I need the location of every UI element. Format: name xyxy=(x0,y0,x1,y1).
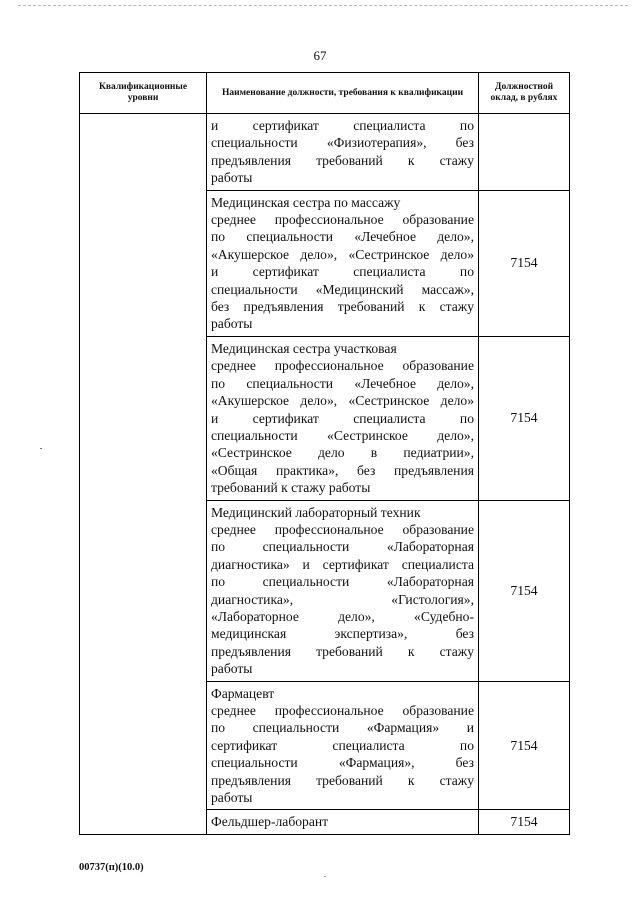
salary-cell: 7154 xyxy=(479,336,570,500)
text-line: работы xyxy=(211,170,253,186)
scan-speck xyxy=(324,876,326,877)
position-description-cell xyxy=(207,190,479,336)
page-number: 67 xyxy=(313,48,327,63)
text-line: среднее профессиональное образование xyxy=(211,703,474,718)
scan-speck xyxy=(40,448,42,449)
position-title: Медицинская сестра участковая xyxy=(211,340,397,356)
text-line: работы xyxy=(211,316,253,332)
text-line: предъявления требований к стажу xyxy=(211,772,474,788)
text-line: и сертификат специалиста по xyxy=(211,118,474,133)
text-line: требований к стажу работы xyxy=(211,480,371,496)
text-line: «Сестринское дело в педиатрии», xyxy=(211,445,474,461)
text-line: «Акушерское дело», «Сестринское дело» xyxy=(211,246,474,262)
text-line: по специальности «Лечебное дело», xyxy=(211,229,474,245)
header-salary: Должностной оклад, в рублях xyxy=(479,73,570,114)
salary-cell: 7154 xyxy=(479,810,570,834)
position-description-cell xyxy=(207,681,479,810)
position-title: Медицинский лабораторный техник xyxy=(211,504,421,520)
position-description-cell xyxy=(207,500,479,681)
text-line: специальности «Сестринское дело», xyxy=(211,427,474,443)
text-line: среднее профессиональное образование xyxy=(211,212,474,228)
text-line: и сертификат специалиста по xyxy=(211,410,474,426)
text-line: «Общая практика», без предъявления xyxy=(211,462,474,478)
salary-cell xyxy=(479,114,570,191)
text-line: специальности «Фармация», без xyxy=(211,755,474,771)
text-line: по специальности «Лабораторная xyxy=(211,539,474,555)
text-line: среднее профессиональное образование xyxy=(211,358,474,374)
text-line: предъявления требований к стажу xyxy=(211,152,474,168)
text-line: по специальности «Лабораторная xyxy=(211,574,474,590)
qualification-level-cell xyxy=(80,114,207,835)
table-header-row xyxy=(80,73,570,114)
qualification-table xyxy=(79,72,570,835)
text-line: предъявления требований к стажу xyxy=(211,643,474,659)
salary-cell: 7154 xyxy=(479,681,570,810)
text-line: сертификат специалиста по xyxy=(211,737,474,753)
salary-cell: 7154 xyxy=(479,190,570,336)
text-line: по специальности «Фармация» и xyxy=(211,720,474,736)
text-line: и сертификат специалиста по xyxy=(211,264,474,280)
table-body xyxy=(80,114,570,835)
text-line: «Акушерское дело», «Сестринское дело» xyxy=(211,393,474,409)
text-line: без предъявления требований к стажу xyxy=(211,299,474,315)
salary-cell: 7154 xyxy=(479,500,570,681)
header-position-requirements: Наименование должности, требования к квалификации xyxy=(207,73,479,114)
text-line: среднее профессиональное образование xyxy=(211,521,474,537)
position-title: Медицинская сестра по массажу xyxy=(211,194,401,210)
text-line: по специальности «Лечебное дело», xyxy=(211,375,474,391)
header-qualification-levels: Квалификационные уровни xyxy=(80,73,207,114)
text-line: диагностика», «Гистология», xyxy=(211,591,474,607)
text-line: работы xyxy=(211,661,253,677)
position-title: Фельдшер-лаборант xyxy=(211,814,329,830)
position-title: Фармацевт xyxy=(211,685,275,701)
text-line: специальности «Медицинский массаж», xyxy=(211,281,474,297)
position-description-cell xyxy=(207,114,479,191)
text-line: «Лабораторное дело», «Судебно- xyxy=(211,608,474,624)
scan-top-dashed-line xyxy=(18,5,628,6)
document-code: 00737(п)(10.0) xyxy=(79,862,144,873)
table-row xyxy=(80,114,570,191)
text-line: медицинская экспертиза», без xyxy=(211,626,474,642)
text-line: специальности «Физиотерапия», без xyxy=(211,135,474,151)
position-description-cell xyxy=(207,336,479,500)
text-line: диагностика» и сертификат специалиста xyxy=(211,556,474,572)
position-description-cell xyxy=(207,810,479,834)
text-line: работы xyxy=(211,790,253,806)
